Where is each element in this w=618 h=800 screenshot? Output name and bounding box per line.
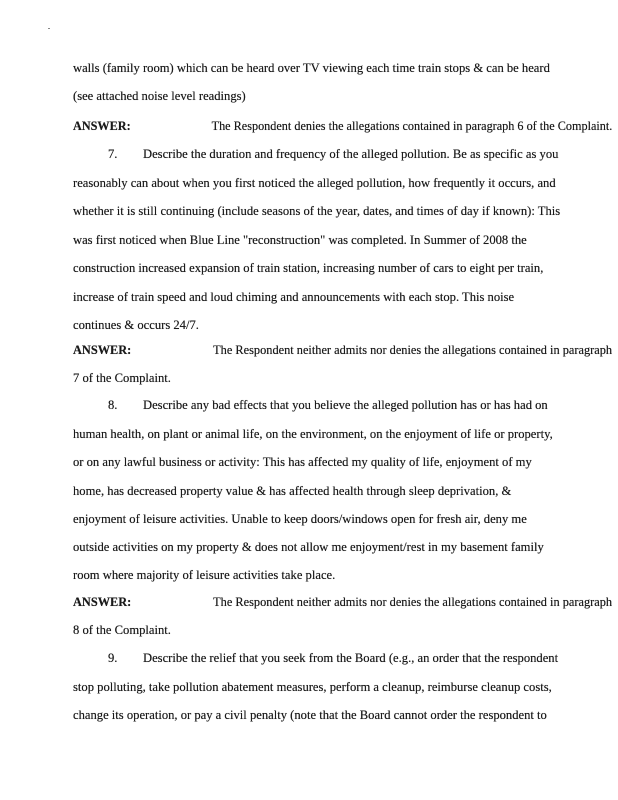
answer-text: The Respondent neither admits nor denies the allegations contained in paragraph <box>213 343 613 357</box>
question-text: Describe the duration and frequency of the alleged pollution. Be as specific as you <box>143 147 559 161</box>
question-text: Describe the relief that you seek from the Board (e.g., an order that the respondent <box>143 651 559 665</box>
question-number: 9. <box>108 651 118 665</box>
answer-7 <box>73 343 612 357</box>
text-line: (see attached noise level readings) <box>73 89 246 103</box>
text-line: whether it is still continuing (include seasons of the year, dates, and times of day if known): This <box>73 204 561 218</box>
question-8-first-line <box>108 398 548 412</box>
text-line: human health, on plant or animal life, on the environment, on the enjoyment of life or property, <box>73 427 553 441</box>
text-line: stop polluting, take pollution abatement measures, perform a cleanup, reimburse cleanup costs, <box>73 680 552 694</box>
answer-label: ANSWER: <box>73 595 132 609</box>
text-line: 7 of the Complaint. <box>73 371 171 385</box>
answer-6 <box>73 119 612 133</box>
text-line: enjoyment of leisure activities. Unable to keep doors/windows open for fresh air, deny me <box>73 512 527 526</box>
question-text: Describe any bad effects that you believe the alleged pollution has or has had on <box>143 398 548 412</box>
text-line: walls (family room) which can be heard over TV viewing each time train stops & can be heard <box>73 61 550 75</box>
text-line: increase of train speed and loud chiming and announcements with each stop. This noise <box>73 290 515 304</box>
scan-speck <box>48 28 50 29</box>
text-line: or on any lawful business or activity: This has affected my quality of life, enjoyment of my <box>73 455 532 469</box>
answer-text: The Respondent denies the allegations contained in paragraph 6 of the Complaint. <box>211 119 613 133</box>
text-line: continues & occurs 24/7. <box>73 318 199 332</box>
text-line: reasonably can about when you first noticed the alleged pollution, how frequently it occurs, and <box>73 176 556 190</box>
text-line: change its operation, or pay a civil penalty (note that the Board cannot order the respondent to <box>73 708 547 722</box>
answer-label: ANSWER: <box>73 343 132 357</box>
answer-label: ANSWER: <box>73 119 131 133</box>
question-number: 7. <box>108 147 118 161</box>
question-9-first-line <box>108 651 558 665</box>
text-line: was first noticed when Blue Line "reconstruction" was completed. In Summer of 2008 the <box>73 233 527 247</box>
question-number: 8. <box>108 398 118 412</box>
text-line: 8 of the Complaint. <box>73 623 171 637</box>
text-line: home, has decreased property value & has affected health through sleep deprivation, & <box>73 484 512 498</box>
text-line: room where majority of leisure activities take place. <box>73 568 336 582</box>
text-line: construction increased expansion of train station, increasing number of cars to eight per train, <box>73 261 544 275</box>
question-7-first-line <box>108 147 558 161</box>
answer-text: The Respondent neither admits nor denies the allegations contained in paragraph <box>213 595 613 609</box>
text-line: outside activities on my property & does not allow me enjoyment/rest in my basement family <box>73 540 544 554</box>
answer-8 <box>73 595 612 609</box>
